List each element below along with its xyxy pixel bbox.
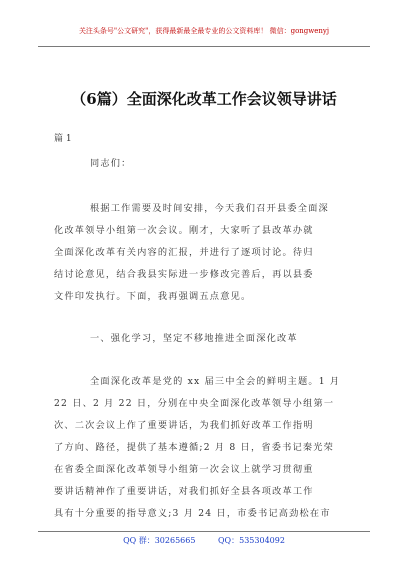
paragraph-line: 根据工作需要及时间安排，今天我们召开县委全面深 — [90, 203, 329, 214]
salutation: 同志们： — [90, 158, 132, 169]
footer — [0, 535, 408, 546]
article-label: 篇 1 — [54, 134, 72, 144]
header-note: 关注头条号"公文研究"，获得最新最全最专业的公文资料库！ 微信：gongwenyj — [78, 27, 330, 35]
paragraph-line: 次、二次会议上作了重要讲话，为我们抓好改革工作指明 — [54, 420, 314, 431]
paragraph-line: 了方向、路径，提供了基本遵循;2 月 8 日，省委书记秦光荣 — [54, 442, 335, 453]
paragraph-line: 全面深化改革是党的 xx 届三中全会的鲜明主题。1 月 — [90, 376, 341, 387]
footer-qq: QQ：535304092 — [218, 536, 285, 545]
section-heading: 一、强化学习，坚定不移地推进全面深化改革 — [90, 333, 298, 344]
footer-divider — [38, 531, 370, 532]
paragraph-line: 具有十分重要的指导意义;3 月 24 日，市委书记高劲松在市 — [54, 508, 331, 519]
paragraph-line: 化改革领导小组第一次会议。刚才，大家听了县改革办就 — [54, 225, 314, 236]
paragraph-line: 文件印发执行。下面，我再强调五点意见。 — [54, 291, 252, 302]
paragraph-line: 在省委全面深化改革领导小组第一次会议上就学习贯彻重 — [54, 464, 314, 475]
paragraph-line: 要讲话精神作了重要讲话，对我们抓好全县各项改革工作 — [54, 486, 314, 497]
paragraph-line: 全面深化改革有关内容的汇报，并进行了逐项讨论。待归 — [54, 247, 314, 258]
footer-qq-group: QQ 群：30265665 — [123, 536, 196, 545]
document-title: （6篇）全面深化改革工作会议领导讲话 — [71, 90, 337, 108]
header-divider — [38, 46, 370, 47]
paragraph-line: 22 日、2 月 22 日，分别在中央全面深化改革领导小组第一 — [54, 398, 335, 409]
paragraph-line: 结讨论意见，结合我县实际进一步修改完善后，再以县委 — [54, 269, 314, 280]
